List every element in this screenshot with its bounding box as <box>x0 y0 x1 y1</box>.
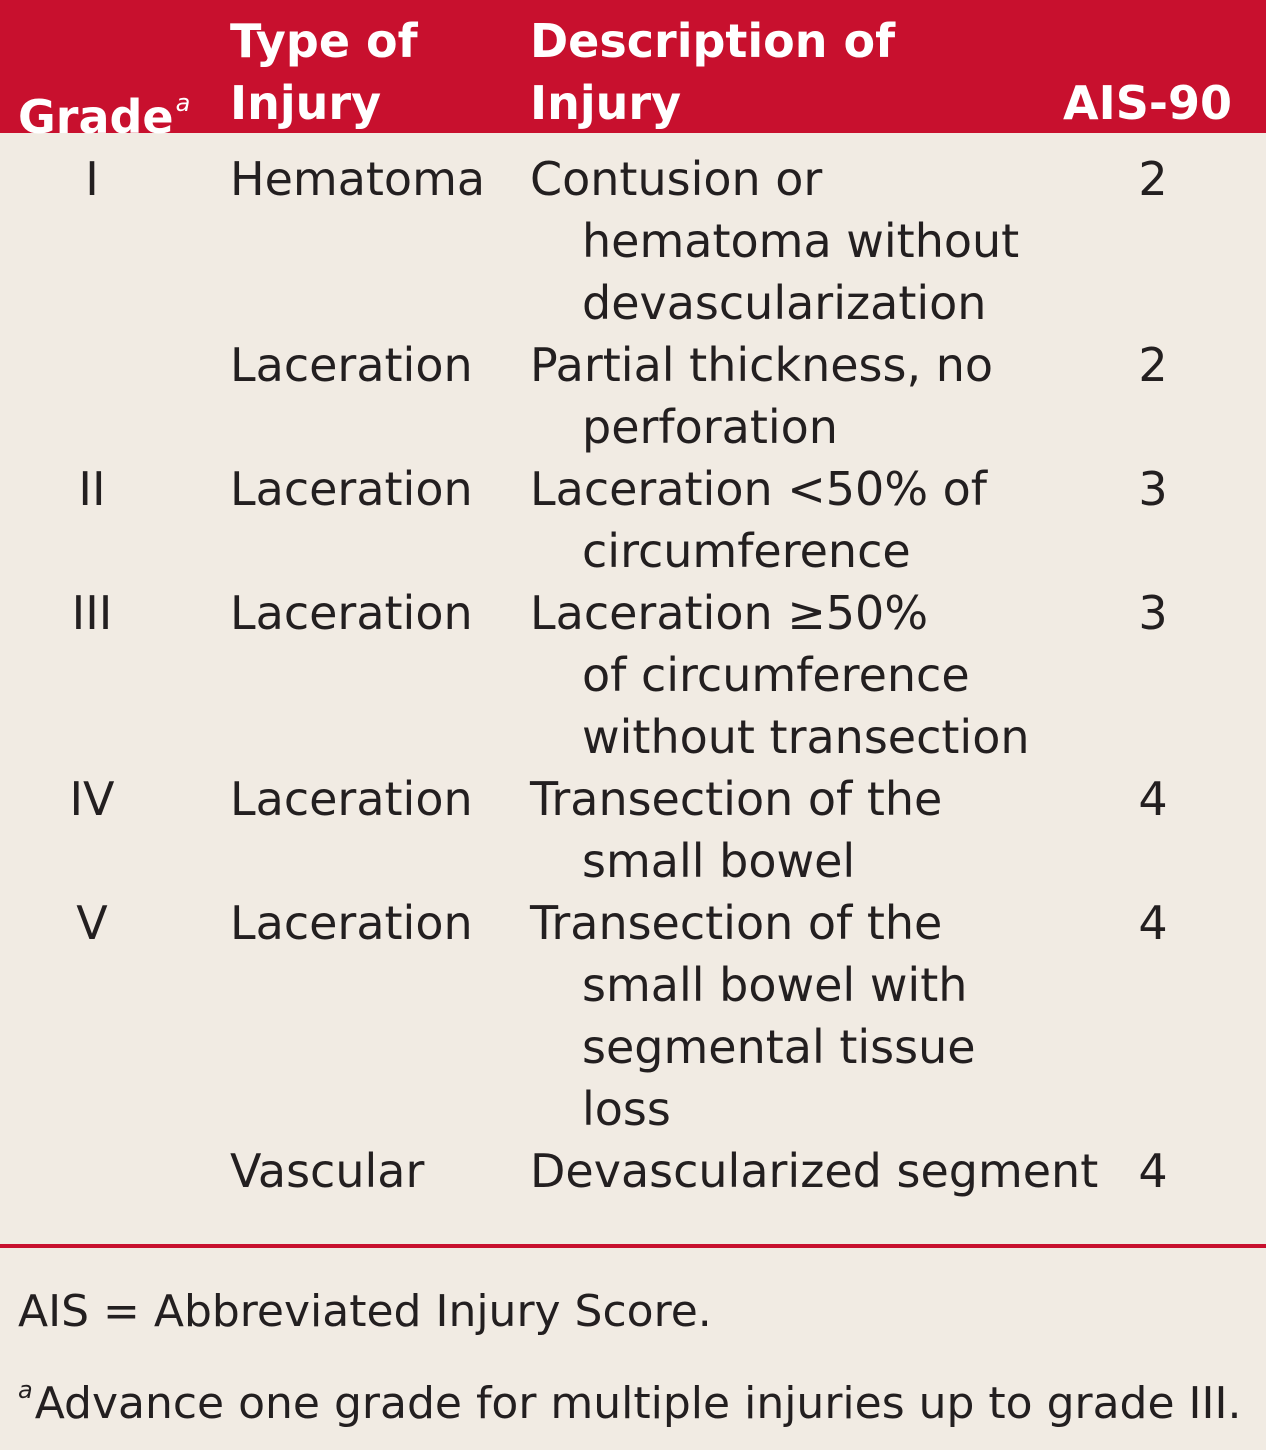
cell-description <box>530 768 1050 892</box>
cell-ais: 3 <box>1138 586 1168 640</box>
description-line: Devascularized segment <box>530 1144 1099 1198</box>
description-line: small bowel <box>582 834 856 888</box>
description-line: Laceration <50% of <box>530 462 987 516</box>
cell-type: Laceration <box>230 896 473 950</box>
cell-grade: II <box>78 462 106 516</box>
cell-description <box>530 458 1050 582</box>
description-line: without transection <box>582 710 1030 764</box>
header-grade-label: Grade <box>18 90 174 144</box>
description-line: loss <box>582 1082 671 1136</box>
description-line: segmental tissue <box>582 1020 976 1074</box>
cell-ais: 3 <box>1138 462 1168 516</box>
cell-type: Laceration <box>230 586 473 640</box>
header-desc-line2: Injury <box>530 76 682 130</box>
header-type-line2: Injury <box>230 76 382 130</box>
cell-grade: V <box>76 896 108 950</box>
header-desc-line1: Description of <box>530 14 896 68</box>
footnote-advance-text: Advance one grade for multiple injuries up to grade III. <box>34 1378 1242 1429</box>
cell-ais: 4 <box>1138 1144 1168 1198</box>
description-line: Contusion or <box>530 152 823 206</box>
description-line: hematoma without <box>582 214 1020 268</box>
footnote-advance <box>18 1362 1241 1432</box>
cell-type: Hematoma <box>230 152 486 206</box>
cell-ais: 4 <box>1138 772 1168 826</box>
cell-ais: 4 <box>1138 896 1168 950</box>
description-line: perforation <box>582 400 838 454</box>
description-line: Transection of the <box>530 772 943 826</box>
description-line: circumference <box>582 524 911 578</box>
cell-type: Laceration <box>230 462 473 516</box>
cell-description <box>530 334 1050 458</box>
description-line: Partial thickness, no <box>530 338 994 392</box>
table-bottom-rule <box>0 1244 1266 1248</box>
cell-type: Laceration <box>230 338 473 392</box>
description-line: of circumference <box>582 648 970 702</box>
footnote-ais: AIS = Abbreviated Injury Score. <box>18 1286 712 1337</box>
description-line: Laceration ≥50% <box>530 586 929 640</box>
header-ais: AIS-90 <box>1063 76 1232 130</box>
cell-description <box>530 1140 1099 1202</box>
cell-type: Vascular <box>230 1144 425 1198</box>
description-line: small bowel with <box>582 958 968 1012</box>
cell-description <box>530 582 1050 768</box>
description-line: Transection of the <box>530 896 943 950</box>
header-grade-marker: a <box>175 89 191 117</box>
table-header <box>0 0 1266 144</box>
cell-type: Laceration <box>230 772 473 826</box>
cell-description <box>530 892 1050 1140</box>
cell-grade: I <box>85 152 99 206</box>
footnote-marker: a <box>18 1376 33 1404</box>
cell-description <box>530 148 1050 334</box>
header-description <box>530 10 895 134</box>
header-grade <box>18 72 190 148</box>
header-type-line1: Type of <box>230 14 418 68</box>
cell-grade: IV <box>69 772 115 826</box>
description-line: devascularization <box>582 276 987 330</box>
cell-grade: III <box>71 586 113 640</box>
cell-ais: 2 <box>1138 338 1168 392</box>
cell-ais: 2 <box>1138 152 1168 206</box>
header-type <box>230 10 418 134</box>
